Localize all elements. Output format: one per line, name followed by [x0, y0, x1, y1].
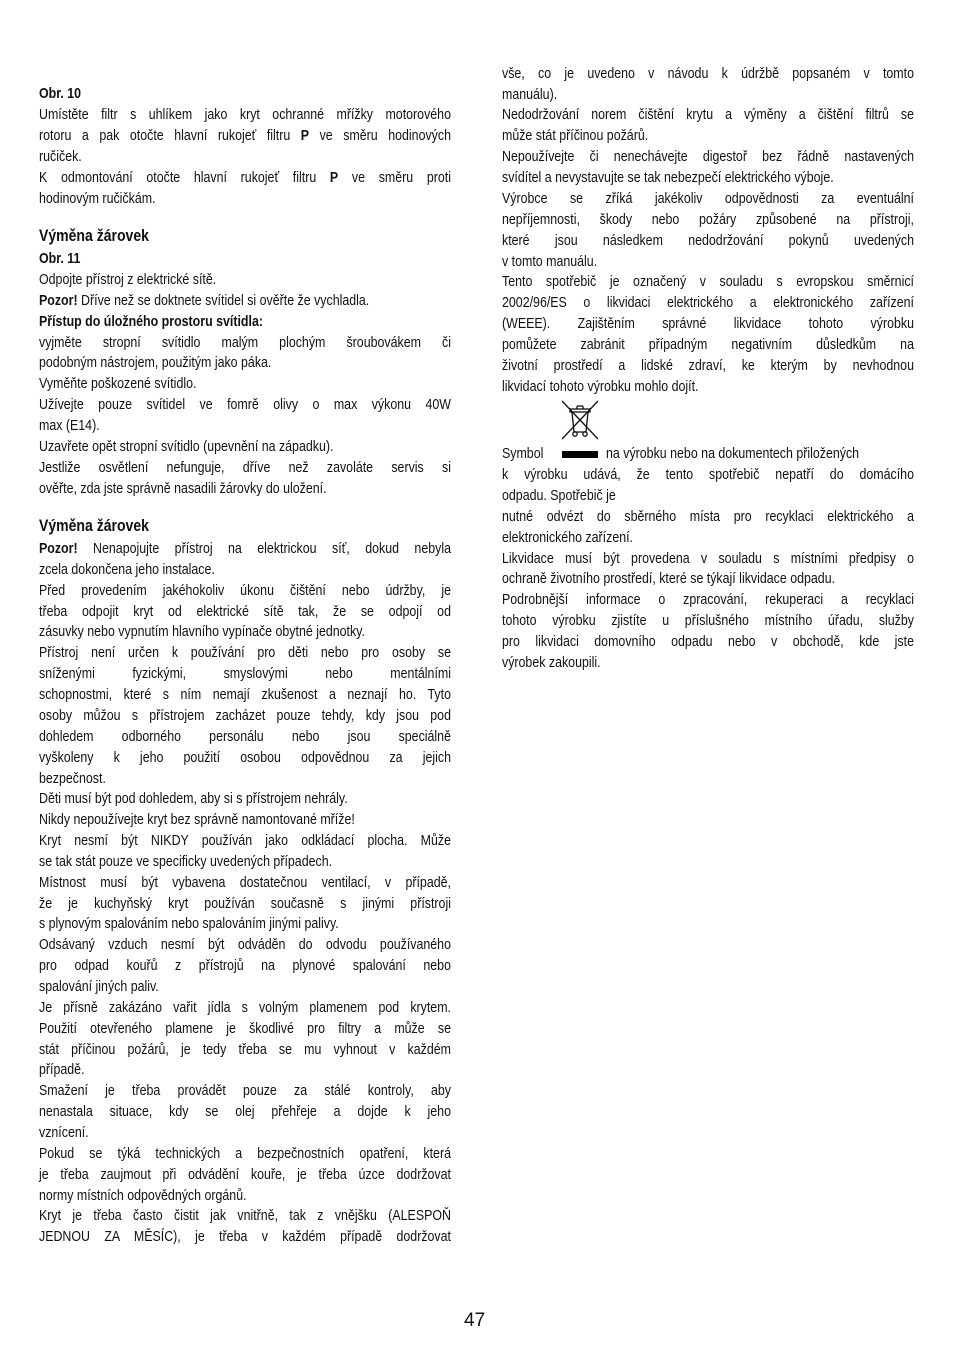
paragraph-line: Kryt nesmí být NIKDY používán jako odkládací plocha. Může: [39, 833, 451, 849]
paragraph-line: sníženými fyzickými, smyslovými nebo mentálními: [39, 666, 451, 682]
paragraph-line: vznícení.: [39, 1125, 89, 1141]
paragraph-line: osoby můžou s přístrojem zacházet pouze tehdy, kdy jsou pod: [39, 708, 451, 724]
paragraph-line: nepříjemnosti, škody nebo požáry způsobené na přístroji,: [502, 212, 914, 228]
paragraph-line: svídítel a nevystavujte se tak nebezpečí elektrického výboje.: [502, 170, 834, 186]
paragraph-line: ručiček.: [39, 149, 82, 165]
paragraph-line: nenastala situace, kdy se olej přehřeje a dojde k jeho: [39, 1104, 451, 1120]
paragraph-line: Likvidace musí být provedena v souladu s místními předpisy o: [502, 551, 914, 567]
paragraph-line: (WEEE). Zajištěním správné likvidace tohoto výrobku: [502, 316, 914, 332]
paragraph-line: Jestliže osvětlení nefunguje, dříve než zavoláte servis si: [39, 460, 451, 476]
page-number: 47: [464, 1310, 486, 1331]
paragraph-line: Přístroj není určen k používání pro děti nebo pro osoby se: [39, 645, 451, 661]
paragraph-line: Pozor! Dříve než se doktnete svítidel si ověřte že vychladla.: [39, 293, 370, 309]
paragraph-line: Umístěte filtr s uhlíkem jako kryt ochranné mřížky motorového: [39, 107, 451, 123]
paragraph-line: výrobek zakoupili.: [502, 655, 601, 671]
paragraph-line: Tento spotřebič je označený v souladu s evropskou směrnicí: [502, 274, 914, 290]
paragraph-line: rotoru a pak otočte hlavní rukojeť filtru P ve směru hodinových: [39, 128, 451, 144]
paragraph-line: 2002/96/ES o likvidaci elektrického a elektronického zařízení: [502, 295, 914, 311]
paragraph-line: normy místních odpovědných orgánů.: [39, 1188, 247, 1204]
paragraph-line: se tak stát pouze ve specificky uvedených případech.: [39, 854, 333, 870]
paragraph-line: odpadu. Spotřebič je: [502, 488, 616, 504]
paragraph-line: bezpečnost.: [39, 771, 106, 787]
paragraph-line: může stát příčinou požárů.: [502, 128, 649, 144]
crossed-out-wheelie-bin-icon: [558, 397, 602, 443]
paragraph-line: třeba odpojit kryt od elektrické sítě tak, že se odpojí od: [39, 604, 451, 620]
paragraph-line: likvidací tohoto výrobku mohlo dojít.: [502, 379, 699, 395]
symbol-bar-icon: [562, 451, 598, 458]
paragraph-line: na výrobku nebo na dokumentech přiložených: [606, 446, 860, 462]
paragraph-line: Smažení je třeba provádět pouze za stálé kontroly, aby: [39, 1083, 451, 1099]
subheading-lamp-access: Přístup do úložného prostoru svítidla:: [39, 314, 263, 330]
paragraph-line: stát příčinou požárů, je tedy třeba se mu vyhnout v každém: [39, 1042, 451, 1058]
paragraph-line: max (E14).: [39, 418, 100, 434]
paragraph-line: zásuvky nebo vypnutím hlavního vypínače obytné jednotky.: [39, 624, 365, 640]
paragraph-line: Pozor! Nenapojujte přístroj na elektrickou síť, dokud nebyla: [39, 541, 451, 557]
paragraph-line: nutné odvézt do sběrného místa pro recyklaci elektrického a: [502, 509, 914, 525]
paragraph-line: tohoto výrobku zjistíte u příslušného místního úřadu, služby: [502, 613, 914, 629]
paragraph-line: že je kuchyňský kryt používán současně s jinými přístroji: [39, 896, 451, 912]
paragraph-line: Děti musí být pod dohledem, aby si s přístrojem nehrály.: [39, 791, 348, 807]
paragraph-line: Vyměňte poškozené svítidlo.: [39, 376, 197, 392]
paragraph-line: Užívejte pouze svítidel ve fomrě olivy o max výkonu 40W: [39, 397, 451, 413]
paragraph-line: Nikdy nepoužívejte kryt bez správně namontované mříže!: [39, 812, 355, 828]
section-heading-bulbs: Výměna žárovek: [39, 227, 149, 245]
figure-10-label: Obr. 10: [39, 86, 82, 102]
paragraph-line: případě.: [39, 1062, 85, 1078]
paragraph-line: Výrobce se zříká jakékoliv odpovědnosti za eventuální: [502, 191, 914, 207]
paragraph-line: hodinovým ručičkám.: [39, 191, 156, 207]
paragraph-line: zcela dokončena jeho instalace.: [39, 562, 215, 578]
paragraph-line: K odmontování otočte hlavní rukojeť filtru P ve směru proti: [39, 170, 451, 186]
paragraph-line: Kryt je třeba často čistit jak vnitřně, tak z vnějšku (ALESPOŇ: [39, 1208, 451, 1224]
paragraph-line: manuálu).: [502, 87, 558, 103]
paragraph-line: Podrobnější informace o zpracování, rekuperaci a recyklaci: [502, 592, 914, 608]
paragraph-line: v tomto manuálu.: [502, 254, 598, 270]
paragraph-line: podobným nástrojem, použitým jako páka.: [39, 355, 272, 371]
paragraph-line: JEDNOU ZA MĚSÍC), je třeba v každém případě dodržovat: [39, 1229, 451, 1245]
paragraph-line: vyjměte stropní svítidlo malým plochým šroubovákem či: [39, 335, 451, 351]
paragraph-line: schopnostmi, které s ním nemají zkušenost a neznají ho. Tyto: [39, 687, 451, 703]
paragraph-line: vyškoleny k jeho použití osobou odpovědnou za jejich: [39, 750, 451, 766]
paragraph-line: Uzavřete opět stropní svítidlo (upevnění na západku).: [39, 439, 334, 455]
paragraph-line: ochraně životního prostředí, které se týkají likvidace odpadu.: [502, 571, 836, 587]
paragraph-line: Pokud se týká technických a bezpečnostních opatření, která: [39, 1146, 451, 1162]
paragraph-line: dohledem odborného personálu nebo jsou speciálně: [39, 729, 451, 745]
figure-11-label: Obr. 11: [39, 251, 81, 267]
paragraph-line: Nedodržování norem čištění krytu a výměny a čištění filtrů se: [502, 107, 914, 123]
paragraph-line: pro odpad kouřů z přístrojů na plynové spalování nebo: [39, 958, 451, 974]
paragraph-line: je třeba zaujmout při odvádění kouře, je třeba úzce dodržovat: [39, 1167, 451, 1183]
paragraph-line: vše, co je uvedeno v návodu k údržbě popsaném v tomto: [502, 66, 914, 82]
paragraph-line: pro likvidaci domovního odpadu nebo v obchodě, kde jste: [502, 634, 914, 650]
section-heading-bulbs-2: Výměna žárovek: [39, 517, 149, 535]
paragraph-line: spalování jiných paliv.: [39, 979, 159, 995]
paragraph-line: Je přísně zakázáno vařit jídla s volným plamenem pod krytem.: [39, 1000, 451, 1016]
paragraph-line: Odsávaný vzduch nesmí být odváděn do odvodu používaného: [39, 937, 451, 953]
paragraph-line: Symbol: [502, 446, 544, 462]
paragraph-line: které jsou následkem nedodržování pokynů uvedených: [502, 233, 914, 249]
paragraph-line: Nepoužívejte či nenechávejte digestoř bez řádně nastavených: [502, 149, 914, 165]
paragraph-line: pomůžete zabránit případným negativním důsledkům na: [502, 337, 914, 353]
paragraph-line: Před provedením jakéhokoliv úkonu čištění nebo údržby, je: [39, 583, 451, 599]
paragraph-line: Odpojte přístroj z elektrické sítě.: [39, 272, 217, 288]
paragraph-line: ověřte, zda jste správně nasadili žárovky do uložení.: [39, 481, 327, 497]
paragraph-line: Místnost musí být vybavena dostatečnou ventilací, v případě,: [39, 875, 451, 891]
paragraph-line: Použití otevřeného plamene je škodlivé pro filtry a může se: [39, 1021, 451, 1037]
paragraph-line: životní prostředí a lidské zdraví, ke kterým by nevhodnou: [502, 358, 914, 374]
paragraph-line: k výrobku udává, že tento spotřebič nepatří do domácího: [502, 467, 914, 483]
paragraph-line: s plynovým spalováním nebo spalováním jinými palivy.: [39, 916, 339, 932]
paragraph-line: elektronického zařízení.: [502, 530, 634, 546]
